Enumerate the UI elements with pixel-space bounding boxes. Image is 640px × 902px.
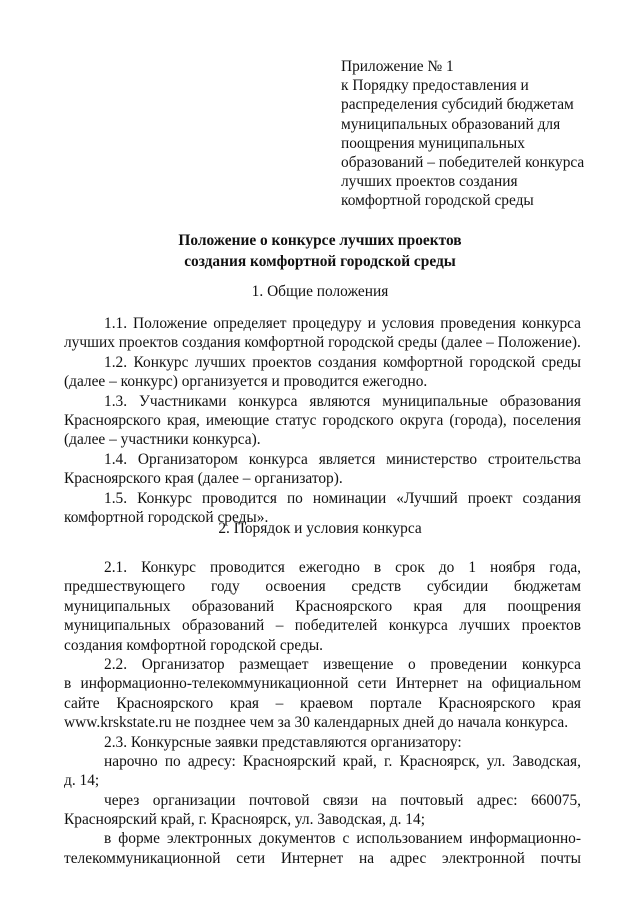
appendix-line: комфортной городской среды xyxy=(341,192,534,210)
text-line: муниципальных образований Красноярского края для поощрения xyxy=(64,597,581,615)
text-line: 1.1. Положение определяет процедуру и условия проведения конкурса xyxy=(104,315,581,332)
text-line: через организации почтовой связи на почтовый адрес: 660075, xyxy=(104,791,581,809)
text-line: нарочно по адресу: Красноярский край, г. Красноярск, ул. Заводская, xyxy=(104,752,581,770)
appendix-header xyxy=(341,57,585,211)
text-line: предшествующего году освоения средств субсидии бюджетам xyxy=(64,578,581,596)
text-line: Красноярский край, г. Красноярск, ул. Заводская, д. 14; xyxy=(64,811,425,829)
text-line: Красноярского края (далее – организатор). xyxy=(64,470,343,488)
section-1-heading: 1. Общие положения xyxy=(251,283,389,300)
text-line: 2.2. Организатор размещает извещение о проведении конкурса xyxy=(104,655,581,673)
text-line: комфортной городской среды». xyxy=(64,508,269,526)
section-1-body xyxy=(64,314,581,527)
text-line: сайте Красноярского края – краевом портале Красноярского края xyxy=(64,694,581,712)
text-line: в форме электронных документов с использованием информационно- xyxy=(104,830,581,848)
text-line: создания комфортной городской среды. xyxy=(64,636,324,654)
appendix-line: распределения субсидий бюджетам xyxy=(341,96,574,114)
text-line: 1.5. Конкурс проводится по номинации «Лучший проект создания xyxy=(104,489,581,507)
text-line: д. 14; xyxy=(64,772,100,790)
document-title xyxy=(60,230,580,272)
text-line: www.krskstate.ru не позднее чем за 30 календарных дней до начала конкурса. xyxy=(64,714,569,732)
section-2-body xyxy=(64,558,581,868)
text-line: лучших проектов создания комфортной городской среды (далее – Положение). xyxy=(64,334,581,352)
text-line: 2.1. Конкурс проводится ежегодно в срок до 1 ноября года, xyxy=(104,559,581,576)
appendix-line: поощрения муниципальных xyxy=(341,134,525,152)
text-line: муниципальных образований – победителей конкурса лучших проектов xyxy=(64,617,581,635)
text-line: в информационно-телекоммуникационной сети Интернет на официальном xyxy=(64,675,581,693)
appendix-line: образований – победителей конкурса xyxy=(341,154,585,172)
text-line: 1.3. Участниками конкурса являются муниципальные образования xyxy=(104,392,581,410)
section-2-heading: 2. Порядок и условия конкурса xyxy=(218,520,422,537)
appendix-line: Приложение № 1 xyxy=(341,58,454,75)
text-line: 1.4. Организатором конкурса является министерство строительства xyxy=(104,450,581,468)
text-line: (далее – конкурс) организуется и проводится ежегодно. xyxy=(64,373,428,391)
text-line: 2.3. Конкурсные заявки представляются организатору: xyxy=(104,733,462,751)
appendix-line: лучших проектов создания xyxy=(341,173,518,191)
appendix-line: к Порядку предоставления и xyxy=(341,77,529,95)
text-line: телекоммуникационной сети Интернет на адрес электронной почты xyxy=(64,849,581,867)
text-line: 1.2. Конкурс лучших проектов создания комфортной городской среды xyxy=(104,353,581,371)
title-line-1: Положение о конкурсе лучших проектов xyxy=(178,232,462,249)
appendix-line: муниципальных образований для xyxy=(341,115,561,133)
text-line: (далее – участники конкурса). xyxy=(64,431,261,449)
title-line-2: создания комфортной городской среды xyxy=(184,253,456,270)
text-line: Красноярского края, имеющие статус городского округа (города), поселения xyxy=(64,411,581,429)
